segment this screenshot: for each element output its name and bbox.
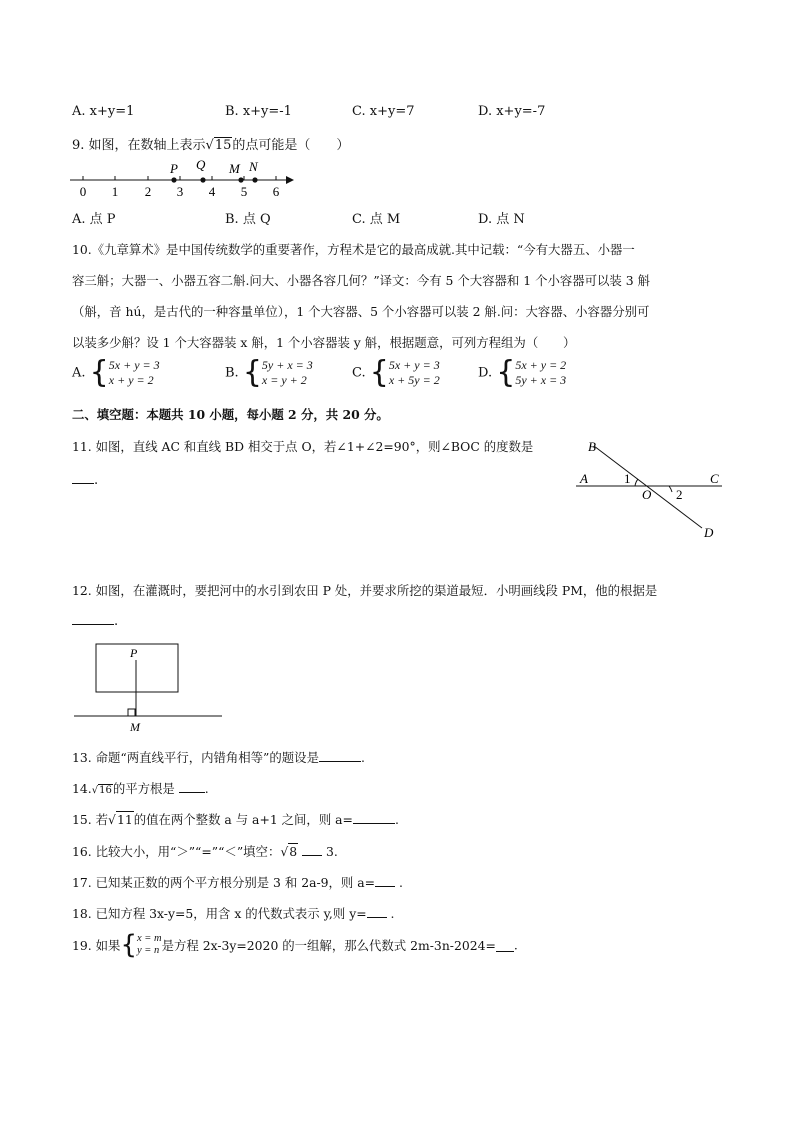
number-line-figure <box>68 156 298 198</box>
q10-option-b: B. { 5y + x = 3 x = y + 2 <box>225 355 313 390</box>
q10-d-eq2: 5y + x = 3 <box>515 373 567 387</box>
label-b: B <box>588 439 596 454</box>
tick-label-3: 3 <box>176 184 184 198</box>
number-line-ticks <box>83 176 276 180</box>
point-q-dot <box>200 177 205 182</box>
q19-blank[interactable] <box>496 939 514 952</box>
q15-stem: 15. 若√11的值在两个整数 a 与 a+1 之间，则 a= . <box>72 812 399 827</box>
label-a: A <box>580 471 588 486</box>
q10-b-eq2: x = y + 2 <box>261 373 307 387</box>
label-angle-2: 2 <box>676 487 683 502</box>
q9-option-a: A. 点 P <box>72 212 116 227</box>
sqrt-11: √11 <box>108 812 133 827</box>
point-n-label: N <box>249 159 258 174</box>
q9-prefix: 9. 如图，在数轴上表示 <box>72 138 206 153</box>
q12-answer-line: . <box>72 612 118 629</box>
q10-line-2: 容三斛；大器一、小器五容二斛.问大、小器各容几何？”译文：今有 5 个大容器和 1 个小容器可以装 3 斛 <box>72 273 650 288</box>
section-title: 二、填空题：本题共 10 小题，每小题 2 分，共 20 分。 <box>72 407 389 422</box>
label-d: D <box>704 525 714 540</box>
q8-option-b: B. x+y=-1 <box>225 104 292 119</box>
label-p: P <box>130 646 138 660</box>
point-m-label: M <box>229 161 240 176</box>
q12-stem: 12. 如图，在灌溉时，要把河中的水引到农田 P 处，并要求所挖的渠道最短．小明画线段 PM，他的根据是 <box>72 583 658 598</box>
q19-stem: 19. 如果{ x = m y = n 是方程 2x-3y=2020 的一组解，那么代数式 2m-3n-2024= . <box>72 930 518 960</box>
label-angle-1: 1 <box>624 471 631 486</box>
tick-label-1: 1 <box>111 184 119 198</box>
q10-line-1: 10.《九章算术》是中国传统数学的重要著作，方程术是它的最高成就.其中记载：“今有大器五、小器一 <box>72 242 635 257</box>
point-m-dot <box>238 177 243 182</box>
q16-blank[interactable] <box>302 843 322 856</box>
tick-label-2: 2 <box>144 184 152 198</box>
tick-label-6: 6 <box>272 184 280 198</box>
q11-answer-line: . <box>72 471 98 488</box>
point-p-label: P <box>170 161 178 176</box>
q10-a-eq1: 5x + y = 3 <box>108 358 160 372</box>
sqrt-8: √8 <box>280 844 298 859</box>
q8-option-c: C. x+y=7 <box>352 104 415 119</box>
q14-stem: 14.√16的平方根是 . <box>72 781 209 796</box>
q13-blank[interactable] <box>319 749 361 762</box>
q17-stem: 17. 已知某正数的两个平方根分别是 3 和 2a-9，则 a= . <box>72 875 403 890</box>
q10-option-a: A. { 5x + y = 3 x + y = 2 <box>72 355 160 390</box>
intersecting-lines-figure <box>572 436 732 544</box>
q8-option-a: A. x+y=1 <box>72 104 135 119</box>
label-o: O <box>642 487 652 502</box>
q10-c-eq1: 5x + y = 3 <box>388 358 440 372</box>
q9-stem <box>72 134 349 153</box>
q19-eq1: x = m <box>136 933 162 944</box>
q11-stem: 11. 如图，直线 AC 和直线 BD 相交于点 O，若∠1+∠2=90°，则∠BOC 的度数是 <box>72 439 534 454</box>
q10-line-3: （斛，音 hú，是古代的一种容量单位），1 个大容器、5 个小容器可以装 2 斛.问：大容器、小容器分别可 <box>72 304 650 319</box>
q10-c-eq2: x + 5y = 2 <box>388 373 440 387</box>
q18-blank[interactable] <box>367 905 387 918</box>
tick-label-0: 0 <box>79 184 87 198</box>
q16-stem: 16. 比较大小，用“＞”“=”“＜”填空：√8 3. <box>72 844 338 859</box>
q10-option-c: C. { 5x + y = 3 x + 5y = 2 <box>352 355 440 390</box>
tick-label-5: 5 <box>240 184 248 198</box>
q17-blank[interactable] <box>375 874 395 887</box>
q9-suffix: 的点可能是（ ） <box>232 138 350 153</box>
label-c: C <box>710 471 719 486</box>
point-q-label: Q <box>196 157 206 172</box>
q13-stem: 13. 命题“两直线平行，内错角相等”的题设是 . <box>72 750 365 765</box>
q15-blank[interactable] <box>353 811 395 824</box>
q9-option-c: C. 点 M <box>352 212 401 227</box>
label-m: M <box>130 720 140 734</box>
q9-option-d: D. 点 N <box>478 212 525 227</box>
q10-option-d: D. { 5x + y = 2 5y + x = 3 <box>478 355 567 390</box>
q18-stem: 18. 已知方程 3x-y=5，用含 x 的代数式表示 y,则 y= . <box>72 906 395 921</box>
q11-blank[interactable] <box>72 471 94 484</box>
irrigation-figure <box>72 640 232 736</box>
point-n-dot <box>252 177 257 182</box>
q10-d-eq1: 5x + y = 2 <box>515 358 567 372</box>
tick-label-4: 4 <box>208 184 216 198</box>
q9-option-b: B. 点 Q <box>225 212 271 227</box>
q12-blank[interactable] <box>72 612 114 625</box>
sqrt-16: √16 <box>91 785 112 796</box>
q19-eq2: y = n <box>136 945 160 956</box>
q14-blank[interactable] <box>179 780 205 793</box>
q10-a-eq2: x + y = 2 <box>108 373 154 387</box>
sqrt-15: √15 <box>205 138 232 153</box>
point-p-dot <box>171 177 176 182</box>
q10-b-eq1: 5y + x = 3 <box>261 358 313 372</box>
q10-line-4: 以装多少斛？设 1 个大容器装 x 斛，1 个小容器装 y 斛，根据题意，可列方程组为（ ） <box>72 335 576 350</box>
q8-option-d: D. x+y=-7 <box>478 104 546 119</box>
